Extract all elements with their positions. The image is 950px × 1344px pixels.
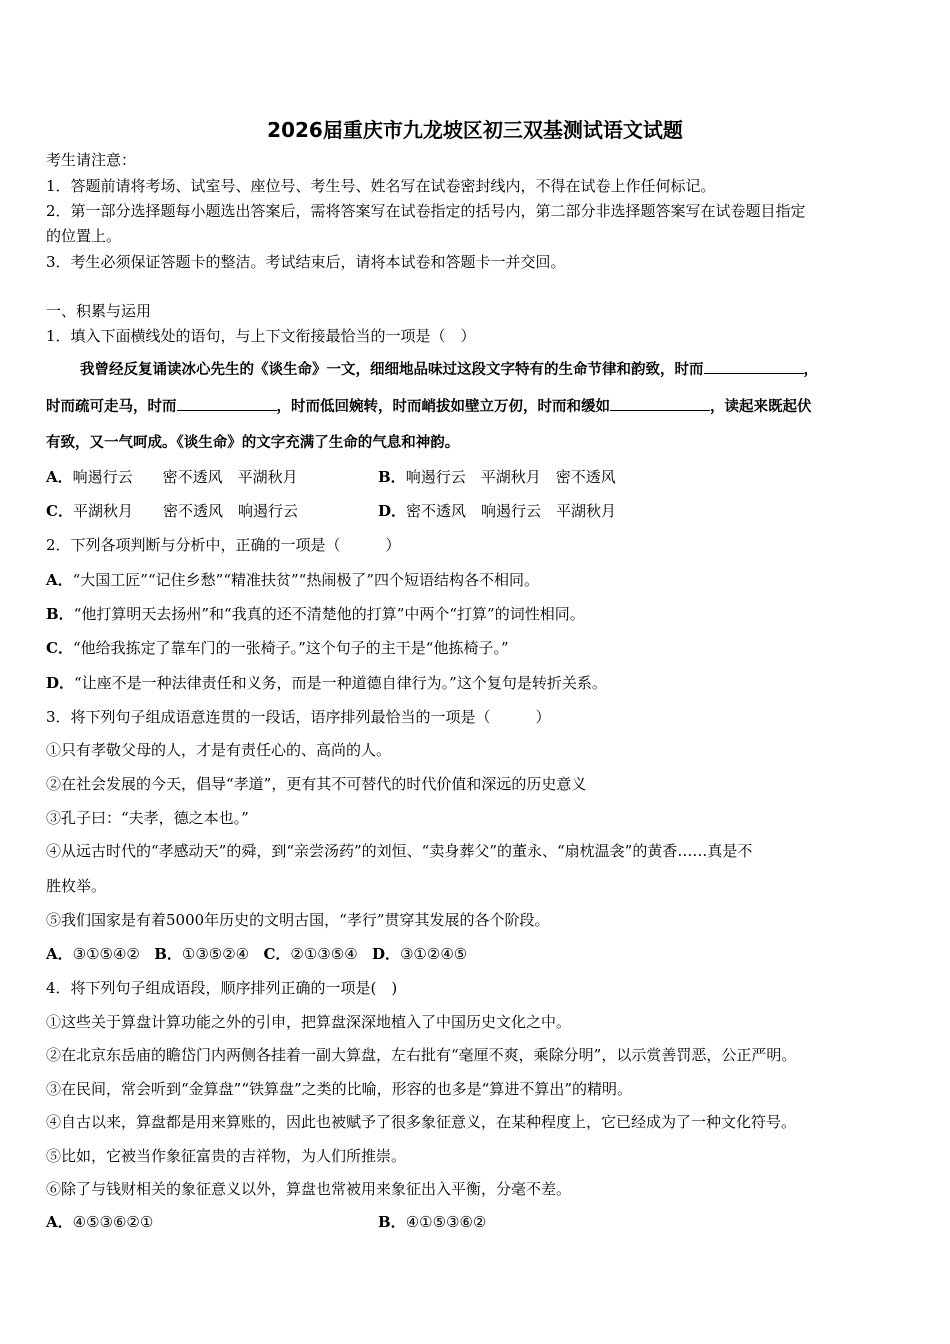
option-text: ③①②④⑤ <box>399 945 468 963</box>
option-a <box>46 570 539 590</box>
question-1-stem: 1．填入下面横线处的语句，与上下文衔接最恰当的一项是（ ） <box>46 327 476 345</box>
option-label: A． <box>46 1213 73 1231</box>
option-text: “让座不是一种法律责任和义务，而是一种道德自律行为。”这个复句是转折关系。 <box>74 674 607 692</box>
option-a <box>46 1212 153 1232</box>
option-label: B． <box>378 468 406 486</box>
option-text: 平湖秋月 密不透风 响遏行云 <box>72 502 298 520</box>
notice-item: 1．答题前请将考场、试室号、座位号、考生号、姓名写在试卷密封线内，不得在试卷上作任何标记。 <box>46 177 716 195</box>
sentence-item: ①只有孝敬父母的人，才是有责任心的、高尚的人。 <box>46 741 392 759</box>
passage-text: ，时而低回婉转，时而峭拔如壁立万仞，时而和缓如 <box>276 398 610 415</box>
option-text: 响遏行云 平湖秋月 密不透风 <box>405 468 616 486</box>
option-label: C． <box>46 502 73 520</box>
passage-text: 我曾经反复诵读冰心先生的《谈生命》一文，细细地品味过这段文字特有的生命节律和韵致，时而 <box>80 361 704 378</box>
sentence-item: ⑤我们国家是有着5000年历史的文明古国，“孝行”贯穿其发展的各个阶段。 <box>46 911 550 929</box>
option-label: B． <box>46 605 74 623</box>
option-label: D． <box>378 502 407 520</box>
option-label: B． <box>154 945 182 963</box>
passage-text: 时而疏可走马，时而 <box>46 398 177 415</box>
option-text: ④⑤③⑥②① <box>72 1213 154 1231</box>
sentence-item: 胜枚举。 <box>46 877 107 895</box>
sentence-item: ①这些关于算盘计算功能之外的引申，把算盘深深地植入了中国历史文化之中。 <box>46 1013 572 1031</box>
sentence-item: ④自古以来，算盘都是用来算账的，因此也被赋予了很多象征意义，在某种程度上，它已经成为了一种文化符号。 <box>46 1113 797 1131</box>
notice-item: 的位置上。 <box>46 227 122 245</box>
question-4-stem: 4．将下列句子组成语段，顺序排列正确的一项是( ) <box>46 979 398 997</box>
passage-line <box>80 359 818 380</box>
option-label: C． <box>46 639 73 657</box>
sentence-item: ③孔子曰：“夫孝，德之本也。” <box>46 809 249 827</box>
option-label: B． <box>378 1213 406 1231</box>
passage-text: ， <box>803 361 818 378</box>
option-d <box>378 501 616 521</box>
section-heading: 一、积累与运用 <box>46 302 152 320</box>
option-text: 密不透风 响遏行云 平湖秋月 <box>406 502 617 520</box>
option-text: ②①③⑤④ <box>290 945 358 963</box>
sentence-item: ②在北京东岳庙的瞻岱门内两侧各挂着一副大算盘，左右批有“毫厘不爽，乘除分明”，以示赏善罚恶，公正严明。 <box>46 1046 797 1064</box>
sentence-item: ⑤比如，它被当作象征富贵的吉祥物，为人们所推崇。 <box>46 1147 407 1165</box>
option-a <box>46 467 298 487</box>
option-label: D． <box>371 945 400 963</box>
option-c <box>46 501 298 521</box>
option-label: D． <box>46 674 75 692</box>
option-text: “他打算明天去扬州”和“我真的还不清楚他的打算”中两个“打算”的词性相同。 <box>73 605 585 623</box>
fill-blank <box>704 359 804 374</box>
sentence-item: ②在社会发展的今天，倡导“孝道”，更有其不可替代的时代价值和深远的历史意义 <box>46 775 587 793</box>
fill-blank <box>177 396 277 411</box>
passage-text: ，读起来既起伏 <box>710 398 812 415</box>
notice-heading: 考生请注意： <box>46 151 137 169</box>
sentence-item: ④从远古时代的“孝感动天”的舜，到“亲尝汤药”的刘恒、“卖身葬父”的董永、“扇枕温衾”的黄香……真是不 <box>46 842 753 860</box>
option-label: A． <box>46 468 73 486</box>
option-text: “大国工匠”“记住乡愁”“精准扶贫”“热闹极了”四个短语结构各不相同。 <box>72 571 539 589</box>
q3-options <box>46 944 467 964</box>
passage-line: 有致，又一气呵成。《谈生命》的文字充满了生命的气息和神韵。 <box>46 434 460 451</box>
question-2-stem: 2．下列各项判断与分析中，正确的一项是（ ） <box>46 536 401 554</box>
notice-item: 2．第一部分选择题每小题选出答案后，需将答案写在试卷指定的括号内，第二部分非选择题答案写在试卷题目指定 <box>46 202 806 220</box>
option-b <box>46 604 585 624</box>
option-text: ③①⑤④② <box>72 945 140 963</box>
option-text: 响遏行云 密不透风 平湖秋月 <box>72 468 298 486</box>
sentence-item: ⑥除了与钱财相关的象征意义以外，算盘也常被用来象征出入平衡，分毫不差。 <box>46 1180 572 1198</box>
option-text: ④①⑤③⑥② <box>405 1213 487 1231</box>
option-c <box>46 638 509 658</box>
fill-blank <box>610 396 710 411</box>
option-b <box>378 1212 486 1232</box>
question-3-stem: 3．将下列句子组成语意连贯的一段话，语序排列最恰当的一项是（ ） <box>46 708 551 726</box>
page-title: 2026届重庆市九龙坡区初三双基测试语文试题 <box>267 118 683 142</box>
option-label: C． <box>263 945 291 963</box>
option-text: “他给我拣定了靠车门的一张椅子。”这个句子的主干是“他拣椅子。” <box>72 639 509 657</box>
option-b <box>378 467 616 487</box>
option-d <box>46 673 607 693</box>
option-label: A． <box>46 945 73 963</box>
notice-item: 3．考生必须保证答题卡的整洁。考试结束后，请将本试卷和答题卡一并交回。 <box>46 253 566 271</box>
option-label: A． <box>46 571 73 589</box>
option-text: ①③⑤②④ <box>181 945 250 963</box>
passage-line <box>46 396 812 417</box>
sentence-item: ③在民间，常会听到“金算盘”“铁算盘”之类的比喻，形容的也多是“算进不算出”的精明。 <box>46 1080 633 1098</box>
